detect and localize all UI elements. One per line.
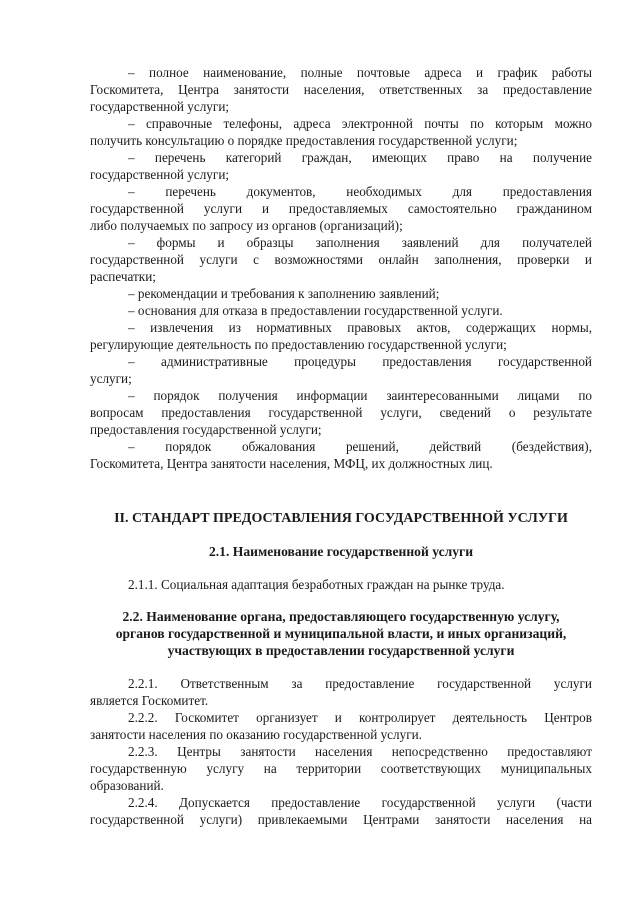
section-title <box>90 510 592 527</box>
text-line: вопросам предоставления государственной услуги, сведений о результате <box>90 405 592 420</box>
text-line: государственную услугу на территории соответствующих муниципальных <box>90 761 592 776</box>
list-item <box>90 64 592 115</box>
text-line: – справочные телефоны, адреса электронной почты по которым можно <box>128 116 592 131</box>
text-line: 2.2.3. Центры занятости населения непосредственно предоставляют <box>128 744 592 759</box>
subsection-2-2-title <box>90 608 592 659</box>
list-item <box>90 234 592 285</box>
text-line: – порядок обжалования решений, действий (бездействия), <box>128 439 592 454</box>
list-item <box>90 285 592 302</box>
text-line: – рекомендации и требования к заполнению заявлений; <box>128 286 440 301</box>
text-line: 2.2.2. Госкомитет организует и контролирует деятельность Центров <box>128 710 592 725</box>
paragraph-2-2-3 <box>90 743 592 794</box>
list-item <box>90 183 592 234</box>
text-line: государственной услуги с возможностями онлайн заполнения, проверки и <box>90 252 592 267</box>
section-title-text: II. СТАНДАРТ ПРЕДОСТАВЛЕНИЯ ГОСУДАРСТВЕННОЙ УСЛУГИ <box>114 511 568 526</box>
paragraph-2-1-1 <box>90 576 592 593</box>
text-line: – перечень документов, необходимых для предоставления <box>128 184 592 199</box>
text-line: распечатки; <box>90 269 156 284</box>
text-line: предоставления государственной услуги; <box>90 422 322 437</box>
paragraph-2-2-2 <box>90 709 592 743</box>
text-line: образований. <box>90 778 164 793</box>
list-item <box>90 149 592 183</box>
text-line: является Госкомитет. <box>90 693 209 708</box>
text-line: 2.2.4. Допускается предоставление государственной услуги (части <box>128 795 592 810</box>
subsection-2-1-title <box>90 543 592 560</box>
text-line: – административные процедуры предоставления государственной <box>128 354 592 369</box>
text-line: – основания для отказа в предоставлении государственной услуги. <box>128 303 503 318</box>
text-line: – извлечения из нормативных правовых актов, содержащих нормы, <box>128 320 592 335</box>
text-line: государственной услуги) привлекаемыми Центрами занятости населения на <box>90 812 592 827</box>
text-line: государственной услуги; <box>90 167 230 182</box>
text-line: – формы и образцы заполнения заявлений для получателей <box>128 235 592 250</box>
text-line: государственной услуги и предоставляемых самостоятельно гражданином <box>90 201 592 216</box>
list-item <box>90 319 592 353</box>
text-line: Госкомитета, Центра занятости населения, МФЦ, их должностных лиц. <box>90 456 493 471</box>
subsection-title-text: участвующих в предоставлении государственной услуги <box>167 643 515 658</box>
text-line: либо получаемых по запросу из органов (организаций); <box>90 218 403 233</box>
subsection-title-text: 2.2. Наименование органа, предоставляющего государственную услугу, <box>122 609 560 624</box>
list-item <box>90 387 592 438</box>
text-line: – перечень категорий граждан, имеющих право на получение <box>128 150 592 165</box>
text-line: получить консультацию о порядке предоставления государственной услуги; <box>90 133 518 148</box>
info-list <box>90 64 592 472</box>
list-item <box>90 302 592 319</box>
text-line: – порядок получения информации заинтересованными лицами по <box>128 388 592 403</box>
text-line: государственной услуги; <box>90 99 230 114</box>
paragraph-2-2-4 <box>90 794 592 828</box>
text-line: – полное наименование, полные почтовые адреса и график работы <box>128 65 592 80</box>
list-item <box>90 115 592 149</box>
subsection-2-2-body <box>90 675 592 828</box>
text-line: 2.1.1. Социальная адаптация безработных граждан на рынке труда. <box>128 577 505 592</box>
list-item <box>90 438 592 472</box>
paragraph-2-2-1 <box>90 675 592 709</box>
text-line: 2.2.1. Ответственным за предоставление государственной услуги <box>128 676 592 691</box>
list-item <box>90 353 592 387</box>
subsection-title-text: 2.1. Наименование государственной услуги <box>208 544 474 559</box>
text-line: занятости населения по оказанию государственной услуги. <box>90 727 422 742</box>
subsection-title-text: органов государственной и муниципальной власти, и иных организаций, <box>115 626 567 641</box>
text-line: регулирующие деятельность по предоставлению государственной услуги; <box>90 337 507 352</box>
text-line: Госкомитета, Центра занятости населения, ответственных за предоставление <box>90 82 592 97</box>
text-line: услуги; <box>90 371 132 386</box>
